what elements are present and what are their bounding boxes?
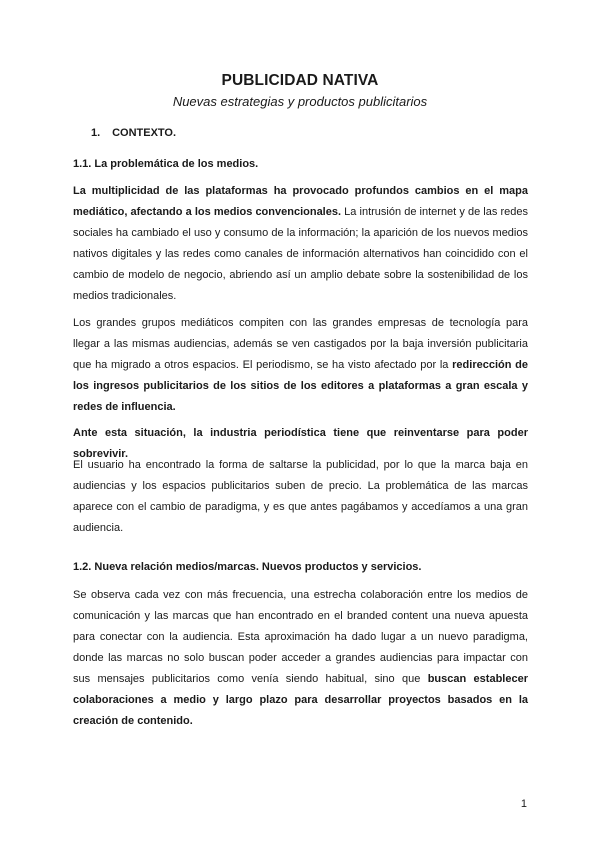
paragraph-2-bold: redirección de los ingresos publicitarios de los sitios de los editores a plataformas a gran escala y redes de influencia. <box>73 359 528 413</box>
section-heading <box>91 127 176 139</box>
document-title: PUBLICIDAD NATIVA <box>221 72 379 89</box>
paragraph-2-text: Los grandes grupos mediáticos compiten con las grandes empresas de tecnología para llegar a las mismas audiencias, además se ven castigados por la baja inversión publicitaria que ha migrado a otros espacios. El periodismo, se ha visto afectado por la <box>73 317 528 371</box>
subsection-heading-1-2: 1.2. Nueva relación medios/marcas. Nuevos productos y servicios. <box>73 561 422 573</box>
paragraph-5 <box>73 585 528 732</box>
section-number: 1. <box>91 127 101 139</box>
paragraph-1-text: La intrusión de internet y de las redes sociales ha cambiado el uso y consumo de la información; la aparición de los nuevos medios nativos digitales y las redes como canales de información alternativos han coincidido con el cambio de modelo de negocio, abriendo así un amplio debate sobre la sostenibilidad de los medios tradicionales. <box>73 206 528 302</box>
paragraph-1 <box>73 181 528 307</box>
paragraph-3-bold: Ante esta situación, la industria periodística tiene que reinventarse para poder sobrevivir. <box>73 427 528 460</box>
paragraph-4-text: El usuario ha encontrado la forma de saltarse la publicidad, por lo que la marca baja en audiencias y los espacios publicitarios suben de precio. La problemática de las marcas aparece con el cambio de paradigma, y es que antes pagábamos y accedíamos a una gran audiencia. <box>73 459 528 534</box>
subsection-heading-1-1: 1.1. La problemática de los medios. <box>73 158 259 170</box>
paragraph-2 <box>73 313 528 418</box>
paragraph-5-bold: buscan establecer colaboraciones a medio y largo plazo para desarrollar proyectos basados en la creación de contenido. <box>73 673 528 727</box>
page-number: 1 <box>520 798 527 810</box>
document-subtitle: Nuevas estrategias y productos publicitarios <box>172 94 428 109</box>
paragraph-4 <box>73 455 528 539</box>
section-title: CONTEXTO. <box>112 127 177 139</box>
paragraph-1-bold: La multiplicidad de las plataformas ha provocado profundos cambios en el mapa mediático, afectando a los medios convencionales. <box>73 185 528 218</box>
paragraph-5-text: Se observa cada vez con más frecuencia, una estrecha colaboración entre los medios de comunicación y las marcas que han encontrado en el branded content una nueva apuesta para conectar con la audiencia. Esta aproximación ha dado lugar a un nuevo paradigma, donde las marcas no solo buscan poder acceder a grandes audiencias para impactar con sus mensajes publicitarios como venía siendo habitual, sino que <box>73 589 528 685</box>
